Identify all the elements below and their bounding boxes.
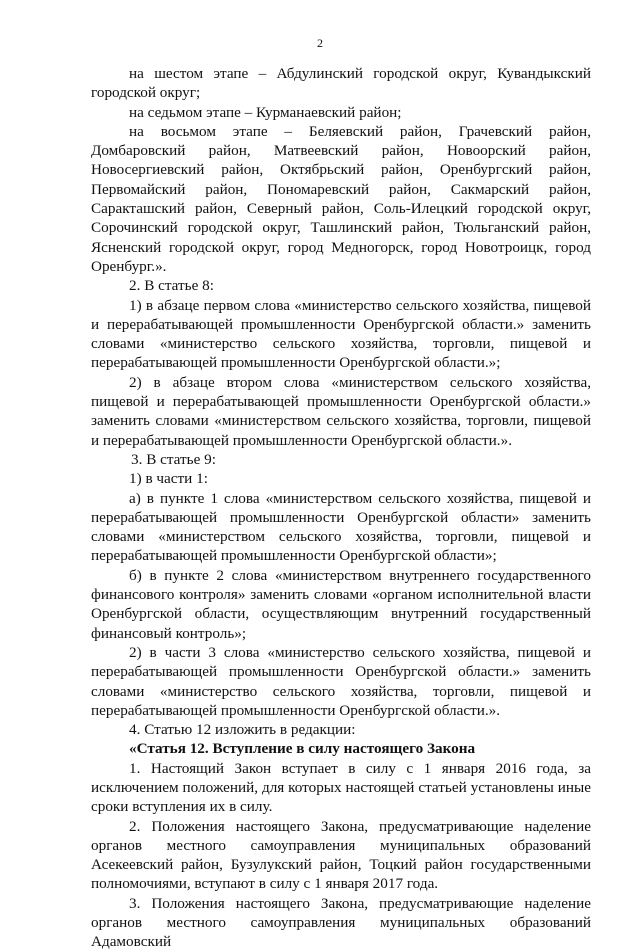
- paragraph-stage-8: на восьмом этапе – Беляевский район, Грачевский район, Домбаровский район, Матвеевский район, Новоорский район, Новосергиевский район, Октябрьский район, Оренбургский район, Первомайский район, Пономаревский район, Сакмарский район, Саракташский район, Северный район, Соль-Илецкий городской округ, Сорочинский городской округ, Ташлинский район, Тюльганский район, Ясненский городской округ, город Медногорск, город Новотроицк, город Оренбург.».: [91, 122, 591, 275]
- paragraph-article-9-subitem-a: а) в пункте 1 слова «министерством сельского хозяйства, пищевой и перерабатывающей промышленности Оренбургской области» заменить словами «министерством сельского хозяйства, торговли, пищевой и перерабатывающей промышленности Оренбургской области»;: [91, 489, 591, 565]
- article-12-title: «Статья 12. Вступление в силу настоящего Закона: [129, 740, 476, 758]
- paragraph-stage-6: на шестом этапе – Абдулинский городской округ, Кувандыкский городской округ;: [91, 65, 591, 102]
- document-body: [91, 64, 591, 952]
- paragraph-article-8-item-1: 1) в абзаце первом слова «министерство сельского хозяйства, пищевой и перерабатывающей промышленности Оренбургской области.» заменить словами «министерство сельского хозяйства, торговли, пищевой и перерабатывающей промышленности Оренбургской области.»;: [91, 296, 591, 372]
- paragraph-article-12-clause-1: 1. Настоящий Закон вступает в силу с 1 января 2016 года, за исключением положений, для которых настоящей статьей установлены иные сроки вступления их в силу.: [91, 759, 591, 816]
- paragraph-article-12-clause-2: 2. Положения настоящего Закона, предусматривающие наделение органов местного самоуправления муниципальных образований Асекеевский район, Бузулукский район, Тоцкий район государственными полномочиями, вступают в силу с 1 января 2017 года.: [91, 817, 591, 893]
- paragraph-article-9-part-3: 2) в части 3 слова «министерство сельского хозяйства, пищевой и перерабатывающей промышленности Оренбургской области.» заменить словами «министерство сельского хозяйства, торговли, пищевой и перерабатывающей промышленности Оренбургской области.».: [91, 643, 591, 719]
- paragraph-stage-7: на седьмом этапе – Курманаевский район;: [129, 103, 402, 121]
- paragraph-article-9-heading: 3. В статье 9:: [131, 450, 216, 468]
- paragraph-article-8-item-2: 2) в абзаце втором слова «министерством сельского хозяйства, пищевой и перерабатывающей промышленности Оренбургской области.» заменить словами «министерством сельского хозяйства, торговли, пищевой и перерабатывающей промышленности Оренбургской области.».: [91, 373, 591, 449]
- paragraph-article-12-intro: 4. Статью 12 изложить в редакции:: [129, 721, 356, 739]
- paragraph-article-9-part-1: 1) в части 1:: [129, 470, 208, 488]
- paragraph-article-9-subitem-b: б) в пункте 2 слова «министерством внутреннего государственного финансового контроля» заменить словами «органом исполнительной власти Оренбургской области, осуществляющим внутренний государственный финансовый контроль»;: [91, 566, 591, 642]
- paragraph-article-12-clause-3: 3. Положения настоящего Закона, предусматривающие наделение органов местного самоуправления муниципальных образований Адамовский: [91, 894, 591, 951]
- paragraph-article-8-heading: 2. В статье 8:: [129, 277, 214, 295]
- page-number: 2: [317, 36, 323, 50]
